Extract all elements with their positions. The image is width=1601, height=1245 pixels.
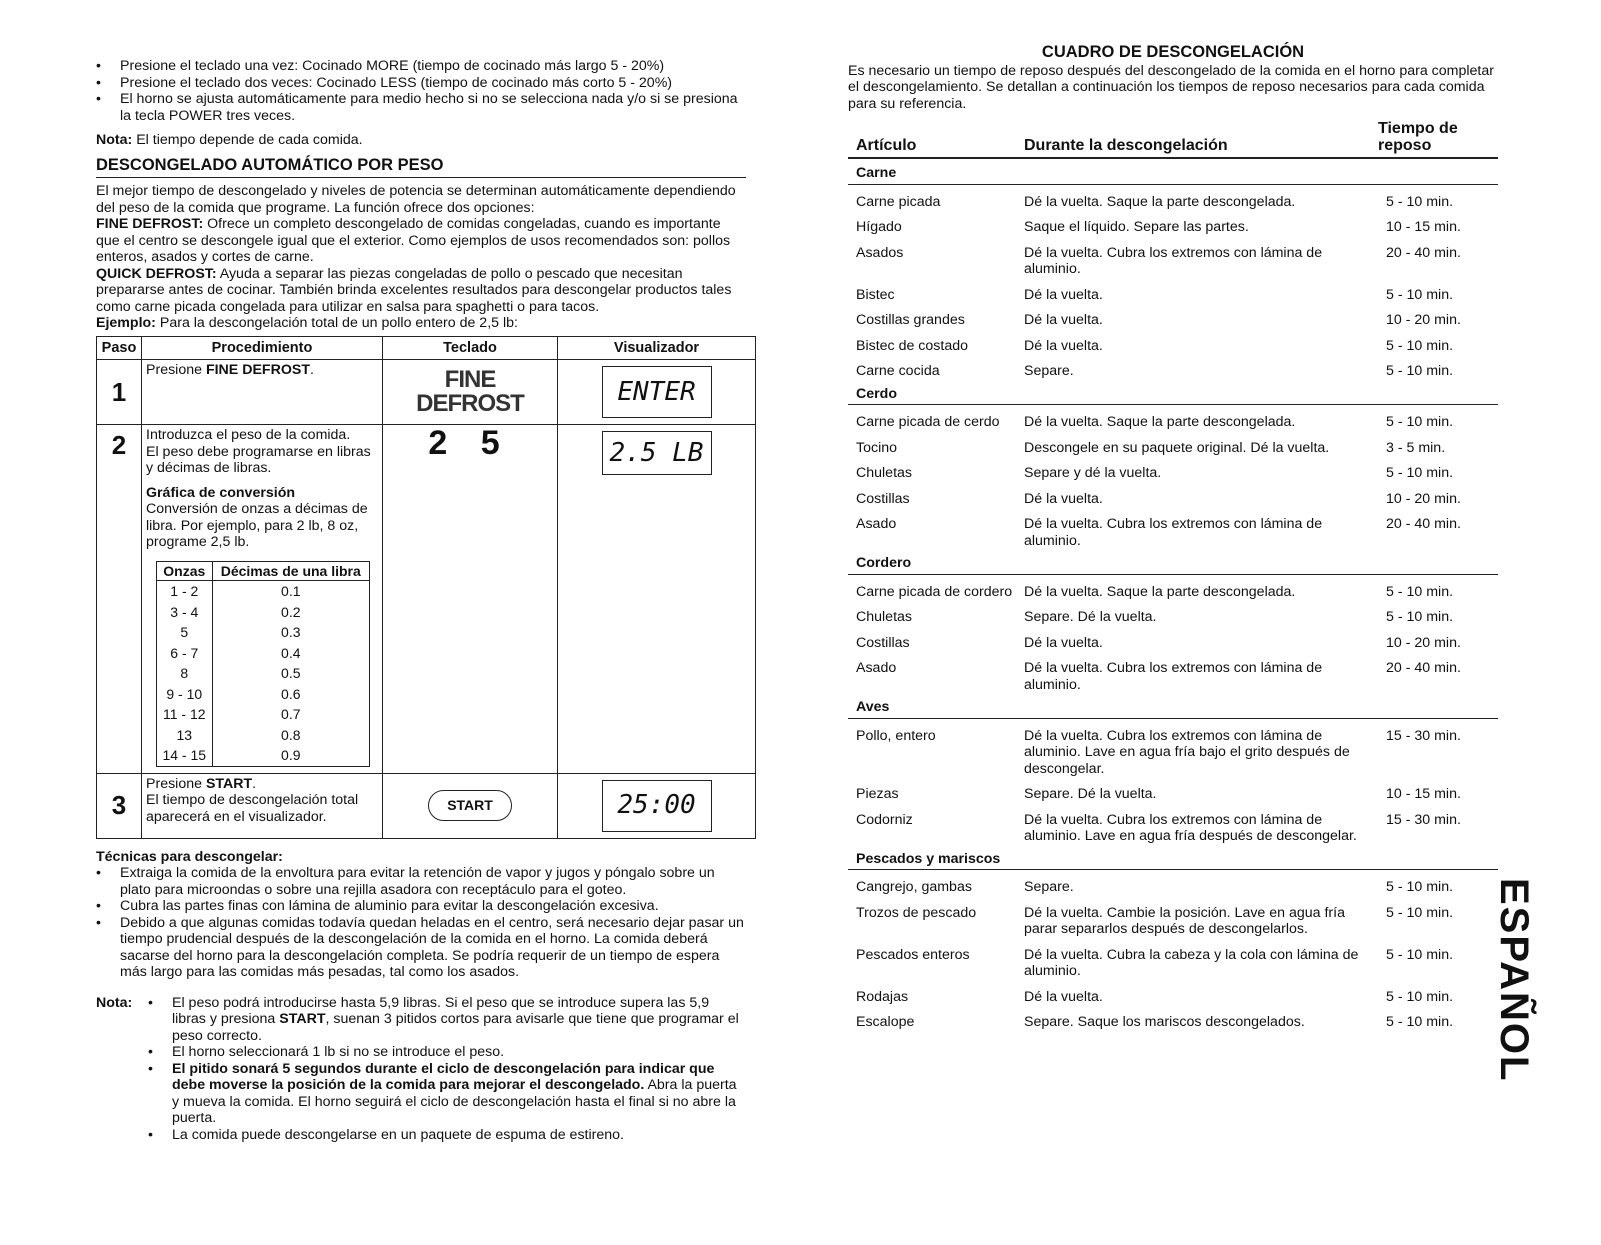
defrost-instruction: Dé la vuelta. Saque la parte descongelada. [1024,583,1296,600]
standing-time: 15 - 30 min. [1386,811,1461,828]
standing-time: 5 - 10 min. [1386,1014,1454,1030]
standing-time: 5 - 10 min. [1386,414,1454,430]
table-row [848,405,1498,431]
table-row [848,896,1498,938]
category-heading: Cerdo [848,380,1498,406]
defrost-instruction: Dé la vuelta. Cubra los extremos con lámina de aluminio. [1024,244,1323,277]
defrost-instruction: Separe. [1024,879,1074,895]
table-row [848,456,1498,482]
defrost-instruction: Separe. Dé la vuelta. [1024,786,1157,802]
standing-time: 10 - 15 min. [1386,219,1461,235]
table-row [848,870,1498,896]
defrost-instruction: Separe y dé la vuelta. [1024,465,1162,481]
conv-row [157,663,370,684]
table-row [848,777,1498,803]
conv-cell: 9 - 10 [157,684,213,705]
item-name: Bistec de costado [856,337,968,354]
item-name: Chuletas [856,465,912,481]
fine-defrost-key [383,360,558,425]
standing-time: 20 - 40 min. [1386,516,1461,532]
display-cell [558,425,756,774]
table-row [848,482,1498,508]
table-row [848,185,1498,211]
fine-defrost-text: Ofrece un completo descongelado de comidas congeladas, cuando es importante que el centro se descongele igual que el exterior. Como ejemplos de usos recomendados son: pollos enteros, asados y cortes de carne. [96,216,731,265]
table-row [848,980,1498,1006]
note-text: El tiempo depende de cada comida. [132,132,363,148]
conv-row [157,622,370,643]
standing-time: 5 - 10 min. [1386,904,1454,921]
procedure-table [96,336,756,839]
note [96,132,746,149]
number-keys [383,425,558,774]
key-label: DEFROST [416,390,524,417]
conv-cell: 0.4 [212,643,369,664]
conv-cell: 5 [157,622,213,643]
item-name: Carne cocida [856,363,940,379]
standing-time: 15 - 30 min. [1386,727,1461,744]
item-name: Asado [856,660,897,676]
item-name: Carne picada [856,193,941,210]
conv-cell: 3 - 4 [157,602,213,623]
standing-time: 10 - 15 min. [1386,786,1461,802]
col-header-step: Paso [97,336,142,360]
conv-row [157,581,370,602]
conv-cell: 1 - 2 [157,581,213,602]
header-during: Durante la descongelación [1024,136,1228,154]
notes-block [96,995,746,1144]
standing-time: 5 - 10 min. [1386,363,1454,379]
table-row [848,303,1498,329]
display-readout: 25:00 [602,780,712,832]
defrost-instruction: Dé la vuelta. [1024,634,1103,651]
conv-cell: 13 [157,725,213,746]
conv-header: Décimas de una libra [212,561,369,581]
conv-cell: 8 [157,663,213,684]
standing-time: 20 - 40 min. [1386,244,1461,261]
side-language-tab [1476,878,1536,1098]
defrost-instruction: Dé la vuelta. Cambie la posición. Lave en agua fría parar separarlos después de descongelarlos. [1024,904,1345,937]
header-article: Artículo [856,136,917,154]
defrost-instruction: Dé la vuelta. [1024,337,1103,354]
step-number: 2 [97,425,142,774]
defrost-instruction: Dé la vuelta. [1024,312,1103,328]
col-header-procedure: Procedimiento [142,336,383,360]
col-header-keypad: Teclado [383,336,558,360]
table-row [848,626,1498,652]
conv-cell: 11 - 12 [157,704,213,725]
defrost-instruction: Dé la vuelta. Cubra los extremos con lámina de aluminio. [1024,660,1323,693]
defrost-chart-title: CUADRO DE DESCONGELACIÓN [1041,43,1305,61]
conv-cell: 0.9 [212,745,369,766]
category-heading: Carne [848,159,1498,185]
right-column [848,44,1498,1031]
standing-time: 10 - 20 min. [1386,634,1461,651]
digit-keys: 2 5 [428,424,512,462]
conv-cell: 0.1 [212,581,369,602]
standing-time: 3 - 5 min. [1386,439,1446,456]
techniques-list [96,865,746,981]
conv-cell: 14 - 15 [157,745,213,766]
list-item: • Presione el teclado una vez: Cocinado MORE (tiempo de cocinado más largo 5 - 20%) [96,58,746,75]
category-heading: Cordero [848,549,1498,575]
conv-row [157,684,370,705]
table-row [848,507,1498,549]
item-name: Pescados enteros [856,946,970,963]
table-row [848,938,1498,980]
defrost-instruction: Separe. Dé la vuelta. [1024,609,1157,625]
item-name: Escalope [856,1014,915,1030]
defrost-instruction: Separe. [1024,363,1074,379]
table-row [848,329,1498,355]
list-item: • El pitido sonará 5 segundos durante el ciclo de descongelación para indicar que debe moverse la posición de la comida para mejorar el descongelado. Abra la puerta y mueva la comida. El horno seguirá el ciclo de descongelación hasta el final si no abre la puerta. [148,1061,746,1127]
note-label: Nota: [96,132,133,148]
conv-cell: 0.5 [212,663,369,684]
intro-text: El mejor tiempo de descongelado y niveles de potencia se determinan automáticamente dependiendo del peso de la comida que programe. La función ofrece dos opciones: [96,183,736,216]
defrost-instruction: Descongele en su paquete original. Dé la vuelta. [1024,439,1330,456]
conversion-text: Conversión de onzas a décimas de libra. Por ejemplo, para 2 lb, 8 oz, programe 2,5 lb. [146,501,368,550]
conv-cell: 0.8 [212,725,369,746]
quick-defrost-label: QUICK DEFROST: [96,265,217,282]
defrost-instruction: Dé la vuelta. Saque la parte descongelada. [1024,193,1296,210]
techniques-title: Técnicas para descongelar: [96,848,283,865]
example-label: Ejemplo: [96,315,156,331]
table-row [848,803,1498,845]
defrost-instruction: Dé la vuelta. [1024,490,1103,507]
defrost-instruction: Dé la vuelta. Cubra los extremos con lámina de aluminio. Lave en agua fría bajo el grito después de descongelar. [1024,727,1350,777]
item-name: Cangrejo, gambas [856,879,972,895]
example-text: Para la descongelación total de un pollo entero de 2,5 lb: [155,315,518,331]
list-item: • Presione el teclado dos veces: Cocinado LESS (tiempo de cocinado más corto 5 - 20%) [96,75,746,92]
conversion-title: Gráfica de conversión [146,484,296,501]
list-item: • Extraiga la comida de la envoltura para evitar la retención de vapor y jugos y póngalo sobre un plato para microondas o sobre una rejilla asadora con receptáculo para el goteo. [96,865,746,898]
defrost-instruction: Dé la vuelta. Saque la parte descongelada. [1024,414,1296,430]
item-name: Hígado [856,219,902,235]
fine-defrost-label: FINE DEFROST: [96,216,204,232]
item-name: Asado [856,516,897,532]
item-name: Carne picada de cerdo [856,414,1000,430]
table-row [848,278,1498,304]
item-name: Asados [856,244,904,261]
list-item: • Debido a que algunas comidas todavía quedan heladas en el centro, será necesario dejar pasar un tiempo prudencial después de la descongelación de la comida en el horno. La comida deberá sacarse del horno para la descongelación completa. Se podría requerir de un tiempo de espera más largo para las comidas más pesadas, tal como los asados. [96,915,746,981]
defrost-instruction: Separe. Saque los mariscos descongelados. [1024,1014,1305,1030]
defrost-chart-body [848,159,1498,1031]
display-readout: ENTER [602,366,712,418]
table-row [848,210,1498,236]
standing-time: 5 - 10 min. [1386,465,1454,481]
side-label: ESPAÑOL [1492,878,1536,1083]
table-row [848,651,1498,693]
display-readout: 2.5 LB [602,431,712,475]
conv-cell: 0.3 [212,622,369,643]
table-row [848,575,1498,601]
step-number: 1 [97,360,142,425]
item-name: Costillas [856,490,910,507]
conv-row [157,704,370,725]
left-column [96,58,746,1143]
category-heading: Aves [848,693,1498,719]
item-name: Trozos de pescado [856,904,977,921]
conv-row [157,602,370,623]
conv-cell: 6 - 7 [157,643,213,664]
defrost-instruction: Saque el líquido. Separe las partes. [1024,219,1249,235]
list-item: • La comida puede descongelarse en un paquete de espuma de estireno. [148,1127,746,1144]
display-cell [558,360,756,425]
item-name: Pollo, entero [856,727,936,744]
standing-time: 10 - 20 min. [1386,490,1461,507]
item-name: Rodajas [856,988,909,1005]
table-row [848,600,1498,626]
quick-defrost-text: Ayuda a separar las piezas congeladas de pollo o pescado que necesitan prepararse antes de cocinar. También brinda excelentes resultados para descongelar productos tales como carne picada congelada para utilizar en salsa para spaghetti o para tacos. [96,265,732,315]
item-name: Tocino [856,439,898,456]
item-name: Carne picada de cordero [856,583,1013,600]
defrost-chart-header [848,120,1498,159]
start-key: START [428,790,512,821]
item-name: Costillas [856,634,910,651]
conversion-table [156,561,370,767]
intro-paragraph [96,183,746,332]
table-row [848,236,1498,278]
standing-time: 5 - 10 min. [1386,609,1454,625]
item-name: Costillas grandes [856,312,965,328]
list-item: • El peso podrá introducirse hasta 5,9 libras. Si el peso que se introduce supera las 5,9 libras y presiona START, suenan 3 pitidos cortos para avisarle que tiene que programar el peso correcto. [148,995,746,1045]
table-row [848,719,1498,778]
conv-row [157,745,370,766]
step-number: 3 [97,773,142,838]
list-item: • El horno se ajusta automáticamente para medio hecho si no se selecciona nada y/o si se presiona la tecla POWER tres veces. [96,91,746,124]
conv-cell: 0.6 [212,684,369,705]
standing-time: 5 - 10 min. [1386,193,1454,210]
table-row [848,354,1498,380]
item-name: Piezas [856,786,899,802]
section-title: DESCONGELADO AUTOMÁTICO POR PESO [96,157,746,179]
table-row [848,1005,1498,1031]
defrost-instruction: Dé la vuelta. Cubra los extremos con lámina de aluminio. Lave en agua fría después de descongelar. [1024,811,1357,844]
key-label: FINE [444,366,496,393]
notes-list [148,995,746,1144]
defrost-instruction: Dé la vuelta. [1024,988,1103,1005]
standing-time: 10 - 20 min. [1386,312,1461,328]
standing-time: 20 - 40 min. [1386,660,1461,676]
step-procedure: Introduzca el peso de la comida. El peso debe programarse en libras y décimas de libras. Gráfica de conversión Conversión de onzas a décimas de libra. Por ejemplo, para 2 lb, 8 oz, programe 2,5 lb. Onzas Décimas de una libra 1 - 2 0.1 3 - 4 0.2 5 0.3 6 - 7 0.4 8 0.5 9 - 10 0.6 11 - 12 0.7 13 0.8 14 - 15 0.9 [142,425,383,774]
standing-time: 5 - 10 min. [1386,946,1454,963]
standing-time: 5 - 10 min. [1386,286,1454,303]
table-row [848,431,1498,457]
step-procedure: Presione FINE DEFROST. [142,360,383,425]
category-heading: Pescados y mariscos [848,845,1498,871]
cooking-options-list [96,58,746,124]
col-header-display: Visualizador [558,336,756,360]
defrost-instruction: Dé la vuelta. Cubra los extremos con lámina de aluminio. [1024,516,1323,549]
list-item: • El horno seleccionará 1 lb si no se introduce el peso. [148,1044,746,1061]
defrost-chart-intro: Es necesario un tiempo de reposo después del descongelado de la comida en el horno para completar el descongelamiento. Se detallan a continuación los tiempos de reposo necesarios para cada comida para su referencia. [848,62,1494,112]
start-key-cell [383,773,558,838]
conv-cell: 0.2 [212,602,369,623]
defrost-instruction: Dé la vuelta. [1024,286,1103,303]
conv-row [157,643,370,664]
step-procedure: Presione START. El tiempo de descongelación total aparecerá en el visualizador. [142,773,383,838]
defrost-instruction: Dé la vuelta. Cubra la cabeza y la cola con lámina de aluminio. [1024,946,1359,979]
conv-header: Onzas [157,561,213,581]
standing-time: 5 - 10 min. [1386,988,1454,1005]
conv-row [157,725,370,746]
list-item: • Cubra las partes finas con lámina de aluminio para evitar la descongelación excesiva. [96,898,746,915]
standing-time: 5 - 10 min. [1386,583,1454,600]
header-standing-time: Tiempo de reposo [1378,120,1458,154]
standing-time: 5 - 10 min. [1386,337,1454,354]
item-name: Bistec [856,286,895,303]
display-cell [558,773,756,838]
notes-label: Nota: [96,994,133,1011]
conv-cell: 0.7 [212,704,369,725]
item-name: Codorniz [856,811,913,828]
item-name: Chuletas [856,609,912,625]
standing-time: 5 - 10 min. [1386,879,1454,895]
